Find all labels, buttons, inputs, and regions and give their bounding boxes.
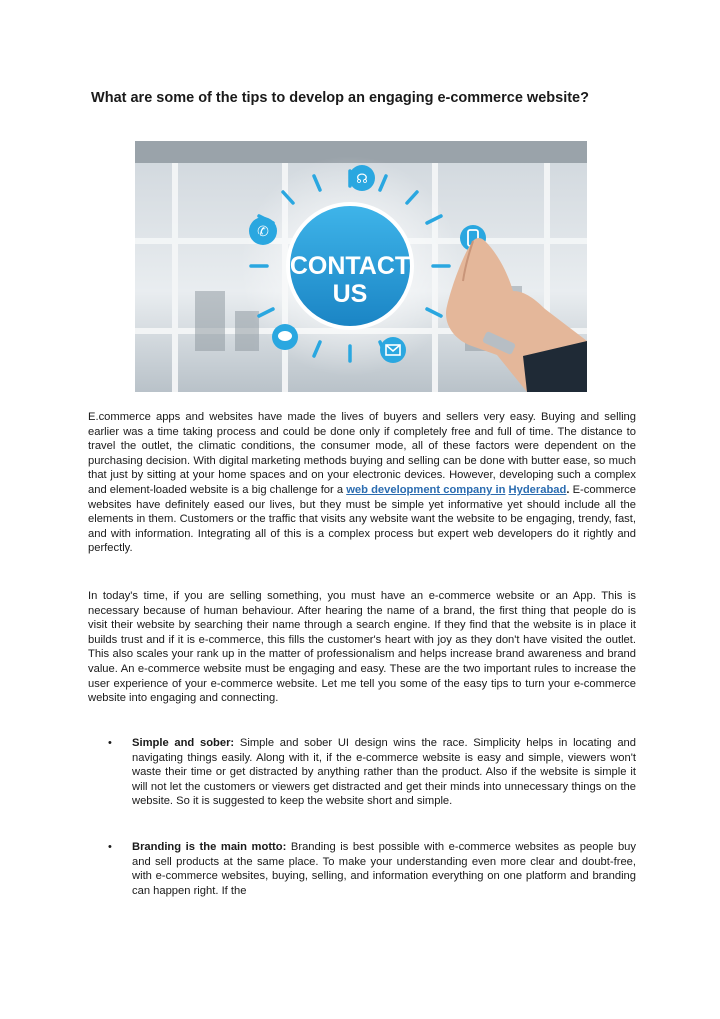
svg-text:✆: ✆ [257,224,269,240]
list-item-branding [108,840,636,898]
intro-text-end: E-commerce websites have definitely eased our lives, but they must be simple yet informative yet should include all the elements in them. Customers or the traffic that visits any website want the website to be engaging, trendy, fast, and with information. Integrating all of this is a complex process but expert web developers do it rightly and perfectly. [88,483,636,555]
contact-text-line1: CONTACT [289,252,411,280]
hyderabad-link[interactable]: Hyderabad [508,483,567,496]
headset-icon [349,165,375,191]
chat-icon [272,324,298,350]
contact-illustration [135,141,587,392]
list-item-body: Simple and sober UI design wins the race. Simplicity helps in locating and navigating things easily. Along with it, if the e-commerce website is easy and simple, viewers won't waste their time or get distracted by anything rather than the product. Also if the website is simple it will not let the customers or viewers get distracted and get their minds into unnecessary things on the website. So it is suggested to keep the website short and simple. [132,737,636,808]
web-development-company-link[interactable]: web development company in [346,483,506,496]
phone-icon [249,217,277,245]
link-period: . [566,483,570,496]
contact-us-hero-image [135,141,587,392]
second-paragraph: In today's time, if you are selling something, you must have an e-commerce website or an App. This is necessary because of human behaviour. After hearing the name of a brand, the first thing that people do is visit their website by searching their name through a search engine. If they find that the website is in place it builds trust and if it is e-commerce, this fills the customer's heart with joy as they don't have visited the outlet. This also scales your rank up in the matter of professionalism and helps increase brand awareness and brand value. An e-commerce website must be engaging and easy. These are the two important rules to increase the user experience of your e-commerce website. Let me tell you some of the easy tips to turn your e-commerce website into engaging and connecting. [88,590,636,705]
intro-paragraph [88,410,636,556]
list-item-body: Branding is best possible with e-commerce websites as people buy and sell products at the same place. To make your understanding even more clear and doubt-free, with e-commerce websites, buying, selling, and information everything on one platform and branding can happen right. If the [132,841,637,897]
page-title: What are some of the tips to develop an engaging e-commerce website? [91,90,589,106]
email-icon [380,337,406,363]
list-item-simple-and-sober [108,736,636,809]
intro-text-start: E.commerce apps and websites have made the lives of buyers and sellers very easy. Buying and selling earlier was a time taking process and could be done only if completely free and full of time. The distance to travel the outlet, the climatic conditions, the consumer mode, all of these factors were dependent on the purchasing decision. With digital marketing methods buying and selling can be done with butter ease, so much that just by sitting at your home spaces and on your electronic devices. However, developing such a complex and element-loaded website is a big challenge for a [88,411,636,496]
list-item-text [132,736,636,809]
list-item-label: Simple and sober: [132,737,235,749]
svg-text:☊: ☊ [356,172,368,187]
bullet-marker: • [108,737,112,749]
list-item-text [132,840,636,898]
list-item-label: Branding is the main motto: [132,841,287,853]
bullet-marker: • [108,841,112,853]
contact-text-line2: US [332,280,368,308]
